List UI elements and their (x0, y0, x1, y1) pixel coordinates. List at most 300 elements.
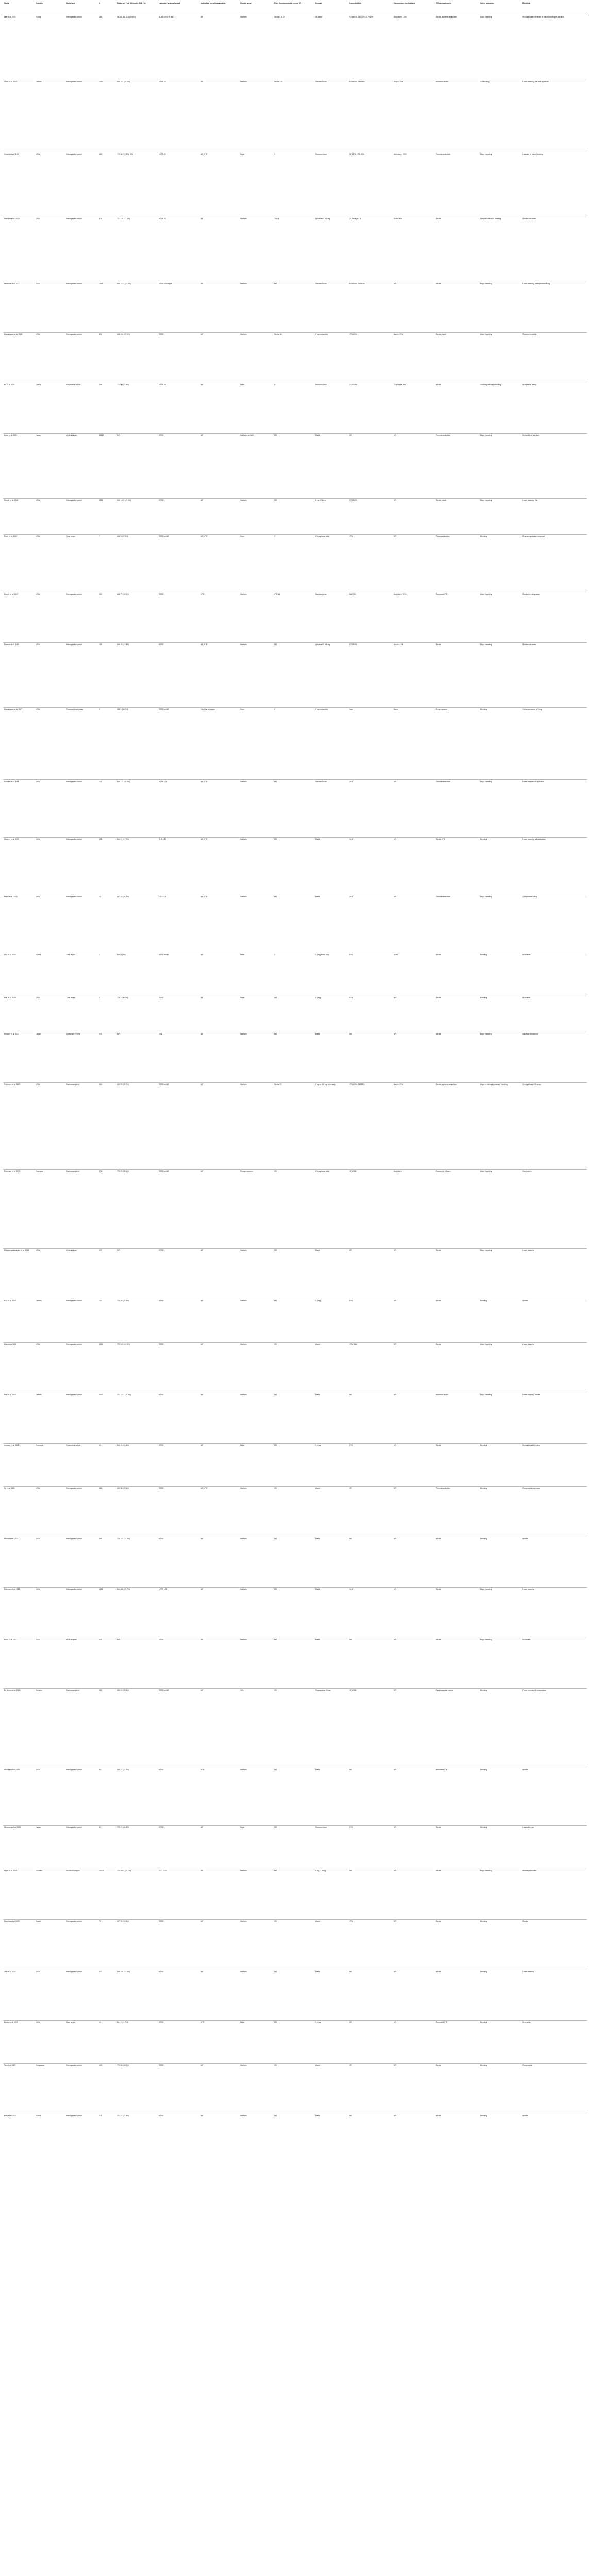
table-cell: 71, 148 (47.1%) (116, 217, 158, 282)
table-cell: Stroke 102 (273, 80, 314, 152)
table-cell: NR (273, 2064, 314, 2114)
table-cell: Stroke (435, 1869, 479, 1920)
table-cell: 80, 44 (33.3%) (116, 1689, 158, 1768)
table-row (3, 1970, 587, 2021)
table-cell: Stroke (435, 1032, 479, 1083)
table-cell: Randomized trial (65, 1689, 98, 1768)
table-cell: Retrospective cohort (65, 80, 98, 152)
table-cell: NR (348, 2064, 393, 2114)
table-cell: Reduced dose (314, 152, 348, 217)
table-cell: 251 (98, 780, 116, 838)
table-cell: Warfarin (239, 592, 273, 643)
table-cell: HTN (348, 953, 393, 996)
table-cell: 222 (98, 1170, 116, 1249)
table-cell: Mixed (314, 1537, 348, 1588)
table-cell: AF, VTE (200, 643, 239, 708)
table-cell: AF (200, 996, 239, 1032)
table-cell: Major bleeding (479, 333, 521, 383)
table-row (3, 1444, 587, 1487)
table-cell: Reduced mortality (521, 333, 587, 383)
table-cell: NR (393, 780, 435, 838)
table-cell: 75 (98, 1920, 116, 1970)
table-row (3, 1826, 587, 1869)
table-row (3, 643, 587, 708)
table-cell: Bleeding (479, 1970, 521, 2021)
table-cell: NOAC 64, 113 (39.5%) (117, 16, 136, 18)
table-cell: HF 34%, HTN 90% (348, 152, 393, 217)
table-cell: Stroke (435, 996, 479, 1032)
table-cell: AF, VTE (200, 535, 239, 592)
table-row (3, 1343, 587, 1393)
table-cell: HTN (348, 1826, 393, 1869)
table-cell: No benefit of warfarin (521, 434, 587, 499)
table-row (3, 996, 587, 1032)
table-cell: USA (35, 592, 65, 643)
table-cell: AF (200, 1444, 239, 1487)
table-cell: NR (393, 1768, 435, 1826)
study-name-cell: Coleman et al. 2019 (3, 1588, 35, 1638)
table-cell: eGFR < 15 (158, 1588, 200, 1638)
study-name-cell: Ionescu et al. 2021 (3, 1444, 35, 1487)
table-cell: Clopidogrel 9% (393, 383, 435, 434)
table-row (3, 434, 587, 499)
table-cell: 68, 28 (44.4%) (116, 1444, 158, 1487)
table-cell: Pharmacokinetics (435, 535, 479, 592)
table-cell: Stroke, death (435, 333, 479, 383)
table-cell: Bleeding (479, 708, 521, 780)
table-cell: 68, 70 (47.9%) (116, 643, 158, 708)
table-cell: Stroke (435, 1970, 479, 2021)
table-row (3, 15, 587, 80)
table-cell: USA (35, 333, 65, 383)
study-name-cell: Reinecke et al. 2023 (3, 1170, 35, 1249)
table-cell: Retrospective cohort (66, 16, 82, 18)
table-cell: USA (35, 1588, 65, 1638)
table-cell: eGFR 25 (158, 80, 200, 152)
column-header: Indication for anticoagulation (200, 1, 239, 15)
table-cell: No significant difference in major bleeding vs warfarin (522, 16, 564, 18)
table-cell: Mixed (314, 1638, 348, 1689)
table-cell: 1 (98, 953, 116, 996)
table-cell: ESRD (158, 1393, 200, 1444)
table-cell: Major bleeding (479, 152, 521, 217)
table-cell: Major bleeding (479, 780, 521, 838)
table-cell: AF (200, 953, 239, 996)
table-cell: 71, 97 (44.3%) (116, 2114, 158, 2158)
table-cell: 6 (273, 383, 314, 434)
table-cell: Post hoc analysis (65, 1869, 98, 1920)
table-cell: Mixed (314, 1487, 348, 1537)
table-cell: Taiwan (35, 1299, 65, 1343)
column-header: Comorbidities (348, 1, 393, 15)
table-cell: 2.5 mg twice daily (314, 535, 348, 592)
column-header: Concomitant medications (393, 1, 435, 15)
table-cell: NR (393, 1920, 435, 1970)
table-cell: ESRD on HD (158, 708, 200, 780)
table-cell: NR (98, 1249, 116, 1299)
table-cell: 72, 90 (43.3%) (116, 383, 158, 434)
table-cell: Korea (36, 16, 41, 18)
table-cell: AF (200, 333, 239, 383)
table-cell: Retrospective cohort (65, 1826, 98, 1869)
table-cell: NR (348, 2021, 393, 2064)
table-cell: Taiwan (35, 80, 65, 152)
table-cell: 96 (98, 1768, 116, 1826)
table-cell: Stroke (435, 643, 479, 708)
table-cell: Retrospective cohort (65, 1920, 98, 1970)
table-cell: Retrospective cohort (65, 1537, 98, 1588)
table-cell: Standard dose (314, 780, 348, 838)
table-cell: USA (35, 838, 65, 895)
table-cell: NR (273, 1588, 314, 1638)
table-cell: Comparable safety (521, 895, 587, 953)
table-cell: Drug exposure (435, 708, 479, 780)
table-cell: ESRD (158, 2114, 200, 2158)
table-cell: USA (35, 282, 65, 333)
table-cell: NR (348, 1768, 393, 1826)
table-cell: CrCl < 25 (158, 838, 200, 895)
table-cell: 73, 60 (37.0%), 29.1 (116, 152, 158, 217)
table-cell: NR (273, 895, 314, 953)
table-cell: AF (200, 1170, 239, 1249)
table-cell: Major bleeding (479, 1170, 521, 1249)
table-cell: Mixed (314, 1920, 348, 1970)
study-name-cell: Herndon et al. 2020 (3, 217, 35, 282)
table-cell: Warfarin (239, 1638, 273, 1689)
table-cell: NR (273, 434, 314, 499)
study-name-cell: Schafer et al. 2018 (3, 780, 35, 838)
table-cell: 5 mg, 2.5 mg (314, 499, 348, 535)
table-cell: AF (200, 1689, 239, 1768)
table-cell: 70, 6562 (36.1%) (116, 1869, 158, 1920)
table-cell: Warfarin (239, 1768, 273, 1826)
table-cell: Bleeding (479, 1689, 521, 1768)
table-cell: 58, 4 (50.0%) (116, 708, 158, 780)
table-cell: ESRD (158, 1537, 200, 1588)
table-cell: AF, VTE (200, 1487, 239, 1537)
table-cell: NR (348, 1393, 393, 1444)
table-cell: 5 mg twice daily (314, 708, 348, 780)
table-cell: ESRD (158, 2064, 200, 2114)
table-cell: Major or clinically relevant bleeding (479, 1083, 521, 1170)
table-cell: ESRD on HD (158, 1689, 200, 1768)
table-cell: NR (348, 1487, 393, 1537)
table-cell: Japan (35, 434, 65, 499)
table-cell: Stroke (435, 1249, 479, 1299)
table-cell: NR (273, 1768, 314, 1826)
table-cell: None (239, 953, 273, 996)
table-cell: Case report (65, 953, 98, 996)
table-cell: USA (35, 996, 65, 1032)
table-cell: NR (393, 1689, 435, 1768)
table-cell: ESRD (158, 1299, 200, 1343)
table-cell: Warfarin (239, 1249, 273, 1299)
table-cell: Major bleeding (480, 16, 492, 18)
table-cell: Warfarin (239, 1970, 273, 2021)
table-cell: Stroke (435, 953, 479, 996)
table-cell: NR (116, 1638, 158, 1689)
study-name-cell: Sarratt et al. 2017 (3, 592, 35, 643)
table-cell: Retrospective cohort (65, 2114, 98, 2158)
table-cell: 1203 (98, 1343, 116, 1393)
table-cell: Retrospective cohort (65, 643, 98, 708)
table-cell: Antiplatelet (393, 1170, 435, 1249)
table-row (3, 333, 587, 383)
table-cell: USA (35, 152, 65, 217)
table-cell: Major bleeding (479, 434, 521, 499)
table-cell: Mixed (314, 1768, 348, 1826)
table-cell: eGFR < 25 (158, 780, 200, 838)
table-cell: Stroke (435, 1343, 479, 1393)
table-cell: No events (521, 953, 587, 996)
table-row (3, 838, 587, 895)
table-cell: 4002 (98, 1393, 116, 1444)
table-cell: Higher exposure at 5 mg (521, 708, 587, 780)
table-cell: AF (200, 434, 239, 499)
table-cell: None (239, 383, 273, 434)
table-cell: Retrospective cohort (65, 895, 98, 953)
table-row (3, 1537, 587, 1588)
table-cell: None (393, 708, 435, 780)
column-header: Prior thromboembolic events (N) (273, 1, 314, 15)
table-cell: AF (200, 1920, 239, 1970)
table-cell: Antiplatelet 31% (393, 592, 435, 643)
table-cell: None (239, 1826, 273, 1869)
table-cell: Warfarin (239, 838, 273, 895)
column-header: Study type (65, 1, 98, 15)
study-name-cell: De Vriese et al. 2021 (3, 1689, 35, 1768)
table-cell: Retrospective cohort (65, 2064, 98, 2114)
table-row (3, 1768, 587, 1826)
table-row (3, 1920, 587, 1970)
table-cell: USA (35, 708, 65, 780)
table-cell: AF (200, 383, 239, 434)
table-cell: Similar outcomes (521, 217, 587, 282)
table-cell: Randomized trial (65, 1083, 98, 1170)
table-row (3, 80, 587, 152)
table-cell: Korea (35, 2114, 65, 2158)
table-cell: Bleeding (479, 2021, 521, 2064)
table-cell: Aspirin 30% (393, 333, 435, 383)
table-cell: ESRD (158, 1638, 200, 1689)
table-cell: Off-label (315, 16, 322, 18)
table-cell: Recurrent VTE (435, 1768, 479, 1826)
table-cell: Benefit preserved (521, 1869, 587, 1920)
table-cell: Hospitalization for bleeding (479, 217, 521, 282)
table-cell: Warfarin (239, 1869, 273, 1920)
column-header: Laboratory values (mean) (158, 1, 200, 15)
table-cell: NR (273, 1343, 314, 1393)
table-row (3, 1032, 587, 1083)
table-cell: SCr 1.6, eGFR 43.3 (159, 16, 174, 18)
column-header: Bleeding (521, 1, 587, 15)
table-cell: Similar (521, 1920, 587, 1970)
table-cell: HTN (348, 1920, 393, 1970)
table-cell: NR (393, 282, 435, 333)
table-cell: HTN 92% (348, 643, 393, 708)
table-row (3, 2064, 587, 2114)
table-cell: NR (273, 1920, 314, 1970)
table-cell: Bleeding (479, 1768, 521, 1826)
column-header: Mean age (yr), N (female), BMI (%) (116, 1, 158, 15)
table-cell: USA (35, 217, 65, 282)
table-cell: 69, 1034 (44.0%) (116, 282, 158, 333)
table-cell: Warfarin (239, 895, 273, 953)
table-row (3, 383, 587, 434)
table-cell: AF (200, 1869, 239, 1920)
table-cell: Ischemic stroke (435, 80, 479, 152)
table-cell: ESRD (158, 2021, 200, 2064)
table-cell: Warfarin (239, 1032, 273, 1083)
table-cell: CKD stage 4-5 (348, 217, 393, 282)
table-cell: ESRD (158, 1970, 200, 2021)
table-cell: NR (273, 1393, 314, 1444)
table-cell: Bleeding (479, 2114, 521, 2158)
table-cell: NR (273, 2021, 314, 2064)
table-cell: AF, VTE (200, 780, 239, 838)
table-cell: Stroke/TIA 29 (274, 16, 285, 18)
table-cell: HF, CAD (348, 1689, 393, 1768)
table-cell: 71, 1831 (45.8%) (116, 1393, 158, 1444)
table-cell: Brazil (35, 1920, 65, 1970)
table-cell: NR (273, 996, 314, 1032)
table-row (3, 152, 587, 217)
table-cell: USA (35, 535, 65, 592)
table-cell: 75, 63 (28.4%) (116, 1170, 158, 1249)
table-cell: 2.5 mg twice daily (314, 953, 348, 996)
table-cell: Retrospective cohort (65, 1487, 98, 1537)
table-cell: NR (393, 895, 435, 953)
table-cell: ESRD (158, 996, 200, 1032)
study-name-cell: Chan et al. 2019 (3, 80, 35, 152)
table-cell: Case series (65, 2021, 98, 2064)
table-cell: Standard dose (314, 282, 348, 333)
table-row (3, 2114, 587, 2158)
table-cell: 68, 224 (43.0%) (116, 333, 158, 383)
table-cell: CKD (348, 838, 393, 895)
table-cell: NR (273, 838, 314, 895)
table-cell: ESRD on HD (158, 1083, 200, 1170)
table-cell: None (348, 708, 393, 780)
table-row (3, 2021, 587, 2064)
table-cell: Belgium (35, 1689, 65, 1768)
table-cell: Mixed (314, 2114, 348, 2158)
table-cell: Systematic review (65, 1032, 98, 1083)
table-cell: Japan (35, 1826, 65, 1869)
table-cell: CKD (348, 1588, 393, 1638)
table-cell: Lower bleeding with apixaban 5 mg (521, 282, 587, 333)
column-header: Efficacy outcomes (435, 1, 479, 15)
table-cell: Low rate of major bleeding (521, 152, 587, 217)
table-cell: AF (200, 1638, 239, 1689)
study-name-cell: Park et al. 2023 (3, 2114, 35, 2158)
table-cell: NR (393, 1826, 435, 1869)
table-cell: 2 (273, 535, 314, 592)
table-cell: VTE (200, 1768, 239, 1826)
table-row (3, 282, 587, 333)
table-row (3, 499, 587, 535)
table-cell: Bleeding (479, 1299, 521, 1343)
table-cell: None (393, 953, 435, 996)
table-cell: Major bleeding (479, 1638, 521, 1689)
table-cell: 67, 31 (41.3%) (116, 1920, 158, 1970)
table-row (3, 535, 587, 592)
column-header: Safety outcomes (479, 1, 521, 15)
table-row (3, 1249, 587, 1299)
table-row (3, 895, 587, 953)
table-cell: Retrospective cohort (65, 499, 98, 535)
study-name-cell: Fu et al. 2021 (3, 383, 35, 434)
study-name-cell: Sy et al. 2021 (3, 1487, 35, 1537)
table-cell: Thromboembolism (435, 434, 479, 499)
table-cell: Stroke, systemic embolism (436, 16, 457, 18)
column-header: N (98, 1, 116, 15)
table-cell: ESRD (158, 1826, 200, 1869)
study-name-cell: Vincent et al. 2019 (3, 152, 35, 217)
table-cell: 73 (98, 895, 116, 953)
table-cell: 1 (273, 953, 314, 996)
table-cell: NR (116, 1032, 158, 1083)
table-cell: Mixed (314, 2064, 348, 2114)
table-header-row (3, 1, 587, 15)
table-cell: Singapore (35, 2064, 65, 2114)
table-cell: Warfarin (240, 16, 247, 18)
table-cell: USA (35, 499, 65, 535)
table-cell: 2.5 mg (314, 2021, 348, 2064)
study-name-cell: Stanton et al. 2017 (3, 643, 35, 708)
table-cell: HTN 81%, DM 37%, DLP 45% (349, 16, 373, 18)
table-cell: No benefit (521, 1638, 587, 1689)
table-cell: Stroke (435, 282, 479, 333)
table-cell: Prospective cohort (65, 383, 98, 434)
table-cell: 2.5 mg twice daily (314, 1170, 348, 1249)
table-cell: Mixed (314, 1032, 348, 1083)
table-cell: Pharmacokinetic study (65, 708, 98, 780)
table-cell: NR (393, 1032, 435, 1083)
table-cell: VTE (200, 592, 239, 643)
table-row (3, 217, 587, 282)
table-cell: Warfarin (239, 1083, 273, 1170)
table-row (3, 1170, 587, 1249)
table-cell: Bleeding (479, 1444, 521, 1487)
table-row (3, 592, 587, 643)
table-cell: 5 mg twice daily (314, 333, 348, 383)
table-cell: Warfarin (239, 2064, 273, 2114)
table-cell: 208 (98, 383, 116, 434)
table-cell: Mixed (314, 1249, 348, 1299)
table-cell: Bleeding (479, 953, 521, 996)
table-cell: None (239, 2021, 273, 2064)
table-cell: 34569 (98, 434, 116, 499)
table-cell: Prospective cohort (65, 1444, 98, 1487)
table-cell: NR (348, 1970, 393, 2021)
table-cell: ESRD (158, 1444, 200, 1487)
table-cell: Korea (35, 953, 65, 996)
table-cell: 219 (98, 2114, 116, 2158)
table-cell: 68, 190 (44.5%) (116, 1970, 158, 2021)
table-cell: Japan (35, 1032, 65, 1083)
column-header: Country (35, 1, 65, 15)
table-cell: AF (200, 217, 239, 282)
table-cell: Mixed (314, 1393, 348, 1444)
table-cell: Warfarin (239, 1588, 273, 1638)
table-cell: Warfarin (239, 1537, 273, 1588)
table-cell: None (239, 1444, 273, 1487)
table-cell: Warfarin (239, 643, 273, 708)
table-cell: 66, 828 (43.7%) (116, 1588, 158, 1638)
table-cell: Thromboembolism (435, 895, 479, 953)
table-cell: NR (348, 434, 393, 499)
